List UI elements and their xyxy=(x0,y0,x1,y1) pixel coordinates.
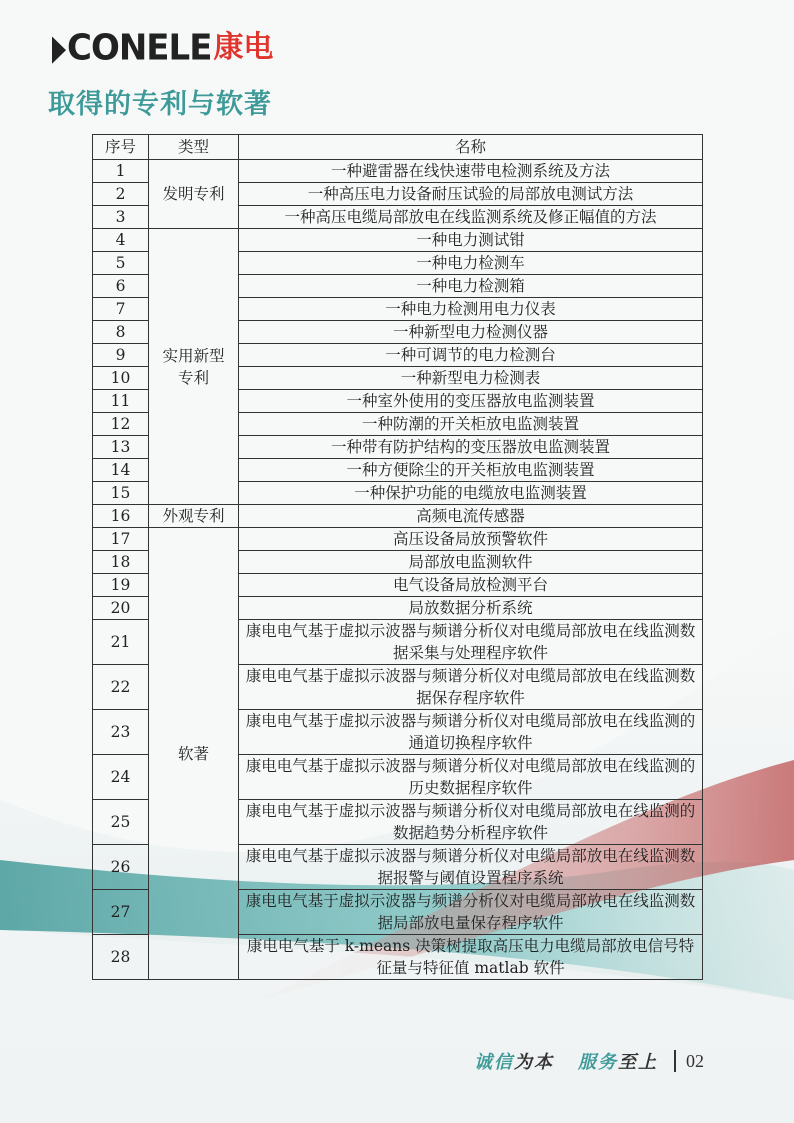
row-name: 康电电气基于虚拟示波器与频谱分析仪对电缆局部放电在线监测数据局部放电量保存程序软件 xyxy=(239,890,703,935)
row-index: 3 xyxy=(93,206,149,229)
row-name: 高频电流传感器 xyxy=(239,505,703,528)
row-index: 8 xyxy=(93,321,149,344)
row-index: 16 xyxy=(93,505,149,528)
row-name: 一种避雷器在线快速带电检测系统及方法 xyxy=(239,160,703,183)
table-row xyxy=(93,528,703,551)
row-index: 12 xyxy=(93,413,149,436)
row-name: 康电电气基于虚拟示波器与频谱分析仪对电缆局部放电在线监测数据采集与处理程序软件 xyxy=(239,620,703,665)
row-name: 局部放电监测软件 xyxy=(239,551,703,574)
row-index: 18 xyxy=(93,551,149,574)
row-name: 康电电气基于 k-means 决策树提取高压电力电缆局部放电信号特征量与特征值 matlab 软件 xyxy=(239,935,703,980)
row-index: 4 xyxy=(93,229,149,252)
footer-divider xyxy=(674,1050,676,1072)
row-index: 27 xyxy=(93,890,149,935)
table-row xyxy=(93,229,703,252)
logo-arrow-icon xyxy=(52,36,66,63)
row-name: 一种防潮的开关柜放电监测装置 xyxy=(239,413,703,436)
row-name: 一种电力检测车 xyxy=(239,252,703,275)
row-index: 10 xyxy=(93,367,149,390)
row-name: 一种高压电力设备耐压试验的局部放电测试方法 xyxy=(239,183,703,206)
row-index: 9 xyxy=(93,344,149,367)
row-name: 康电电气基于虚拟示波器与频谱分析仪对电缆局部放电在线监测的数据趋势分析程序软件 xyxy=(239,800,703,845)
row-name: 一种方便除尘的开关柜放电监测装置 xyxy=(239,459,703,482)
table-body xyxy=(93,160,703,980)
logo-wordmark: CONELE xyxy=(52,29,211,67)
row-name: 康电电气基于虚拟示波器与频谱分析仪对电缆局部放电在线监测数据报警与阈值设置程序系统 xyxy=(239,845,703,890)
table-header-row xyxy=(93,135,703,160)
row-name: 高压设备局放预警软件 xyxy=(239,528,703,551)
row-index: 25 xyxy=(93,800,149,845)
row-index: 20 xyxy=(93,597,149,620)
row-name: 一种室外使用的变压器放电监测装置 xyxy=(239,390,703,413)
row-index: 11 xyxy=(93,390,149,413)
row-name: 一种电力检测箱 xyxy=(239,275,703,298)
row-index: 7 xyxy=(93,298,149,321)
row-type: 发明专利 xyxy=(149,160,239,229)
row-name: 康电电气基于虚拟示波器与频谱分析仪对电缆局部放电在线监测的通道切换程序软件 xyxy=(239,710,703,755)
row-index: 2 xyxy=(93,183,149,206)
page-number: 02 xyxy=(686,1050,704,1071)
row-index: 13 xyxy=(93,436,149,459)
row-index: 24 xyxy=(93,755,149,800)
table-row xyxy=(93,505,703,528)
header-type: 类型 xyxy=(149,135,239,160)
header-name: 名称 xyxy=(239,135,703,160)
row-name: 一种保护功能的电缆放电监测装置 xyxy=(239,482,703,505)
footer xyxy=(474,1046,704,1076)
row-type: 外观专利 xyxy=(149,505,239,528)
row-index: 17 xyxy=(93,528,149,551)
row-name: 一种可调节的电力检测台 xyxy=(239,344,703,367)
row-index: 19 xyxy=(93,574,149,597)
row-name: 一种新型电力检测表 xyxy=(239,367,703,390)
slogan-service: 服务至上 xyxy=(578,1052,658,1073)
row-name: 电气设备局放检测平台 xyxy=(239,574,703,597)
brand-logo xyxy=(52,27,274,69)
row-index: 15 xyxy=(93,482,149,505)
row-type: 软著 xyxy=(149,528,239,980)
row-type: 实用新型 专利 xyxy=(149,229,239,505)
page-title: 取得的专利与软著 xyxy=(48,89,272,120)
header-index: 序号 xyxy=(93,135,149,160)
row-name: 一种电力测试钳 xyxy=(239,229,703,252)
row-index: 22 xyxy=(93,665,149,710)
row-name: 一种高压电缆局部放电在线监测系统及修正幅值的方法 xyxy=(239,206,703,229)
row-index: 26 xyxy=(93,845,149,890)
row-name: 一种新型电力检测仪器 xyxy=(239,321,703,344)
row-name: 一种带有防护结构的变压器放电监测装置 xyxy=(239,436,703,459)
row-index: 23 xyxy=(93,710,149,755)
row-index: 21 xyxy=(93,620,149,665)
row-index: 28 xyxy=(93,935,149,980)
patents-table xyxy=(92,134,703,980)
row-index: 1 xyxy=(93,160,149,183)
row-name: 康电电气基于虚拟示波器与频谱分析仪对电缆局部放电在线监测数据保存程序软件 xyxy=(239,665,703,710)
row-index: 5 xyxy=(93,252,149,275)
row-name: 康电电气基于虚拟示波器与频谱分析仪对电缆局部放电在线监测的历史数据程序软件 xyxy=(239,755,703,800)
row-index: 14 xyxy=(93,459,149,482)
logo-chinese: 康电 xyxy=(213,30,274,65)
row-name: 一种电力检测用电力仪表 xyxy=(239,298,703,321)
row-index: 6 xyxy=(93,275,149,298)
table-row xyxy=(93,160,703,183)
slogan-integrity: 诚信为本 xyxy=(474,1052,554,1073)
row-name: 局放数据分析系统 xyxy=(239,597,703,620)
